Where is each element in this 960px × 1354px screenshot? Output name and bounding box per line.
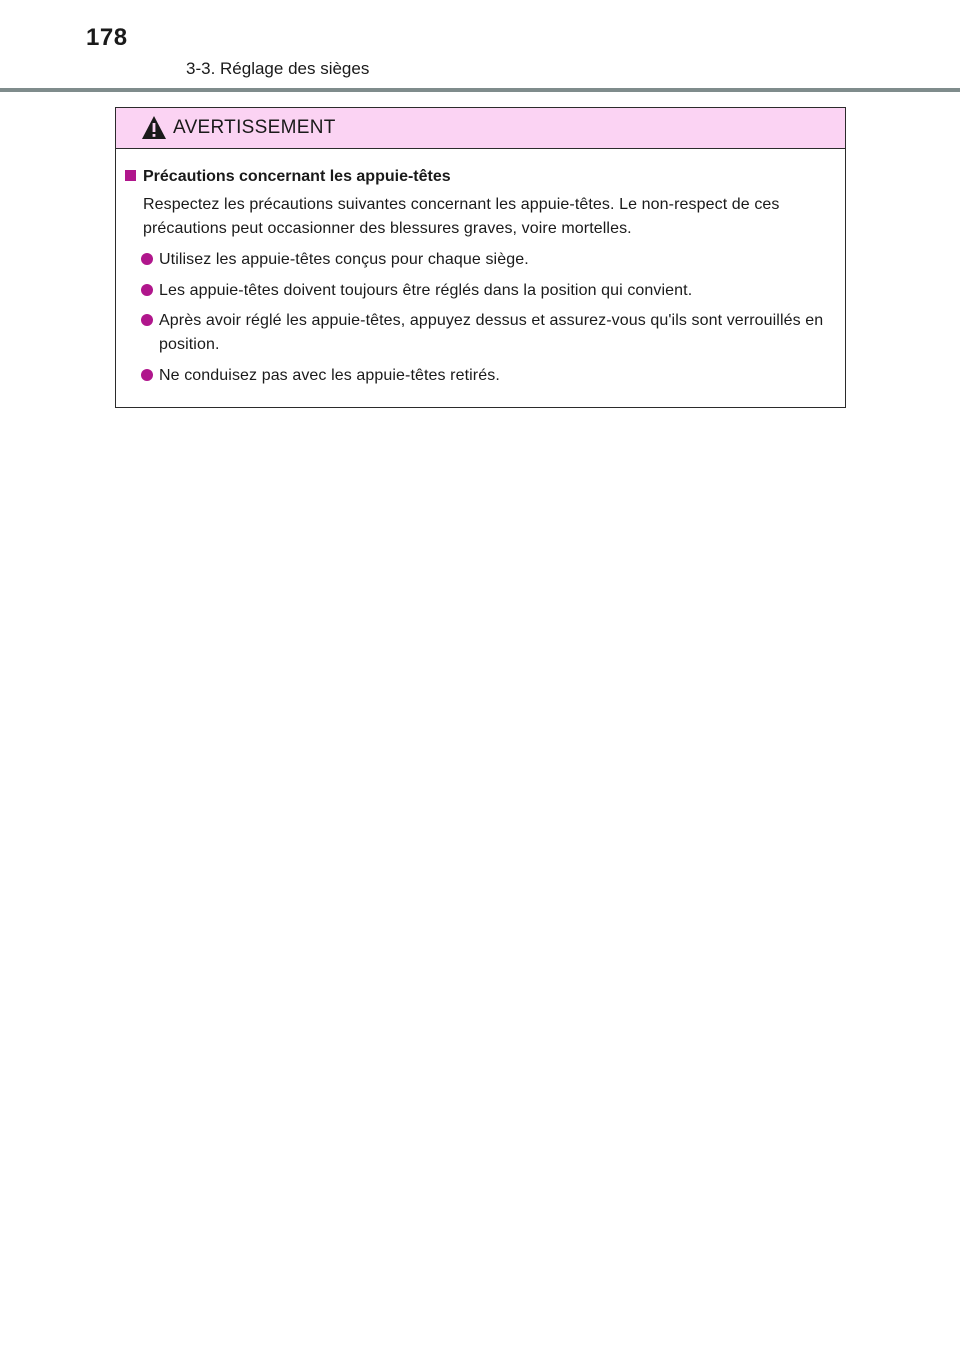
- warning-subheading-text: Précautions concernant les appuie-têtes: [143, 168, 451, 185]
- list-item-text: Après avoir réglé les appuie-têtes, appuyez dessus et assurez-vous qu'ils sont verrouillés en position.: [159, 312, 824, 353]
- page-number: 178: [86, 24, 128, 51]
- bullet-dot-icon: [141, 284, 153, 296]
- list-item: [141, 309, 841, 357]
- list-item-text: Les appuie-têtes doivent toujours être réglés dans la position qui convient.: [159, 282, 693, 299]
- list-item: [141, 364, 841, 388]
- header-divider: [0, 88, 960, 92]
- warning-subheading: [125, 167, 451, 187]
- bullet-dot-icon: [141, 369, 153, 381]
- list-item-text: Utilisez les appuie-têtes conçus pour chaque siège.: [159, 251, 529, 268]
- warning-intro: Respectez les précautions suivantes concernant les appuie-têtes. Le non-respect de ces précautions peut occasionner des blessures graves, voire mortelles.: [143, 196, 780, 237]
- list-item: [141, 279, 841, 303]
- list-item-text: Ne conduisez pas avec les appuie-têtes retirés.: [159, 367, 500, 384]
- bullet-dot-icon: [141, 314, 153, 326]
- warning-box: [115, 107, 846, 408]
- bullet-dot-icon: [141, 253, 153, 265]
- page-header: [0, 0, 960, 92]
- section-title: 3-3. Réglage des sièges: [186, 59, 370, 78]
- warning-header: [116, 108, 845, 149]
- warning-title: AVERTISSEMENT: [173, 117, 336, 138]
- warning-triangle-icon: [141, 115, 167, 140]
- list-item: [141, 248, 841, 272]
- square-bullet-icon: [125, 170, 136, 181]
